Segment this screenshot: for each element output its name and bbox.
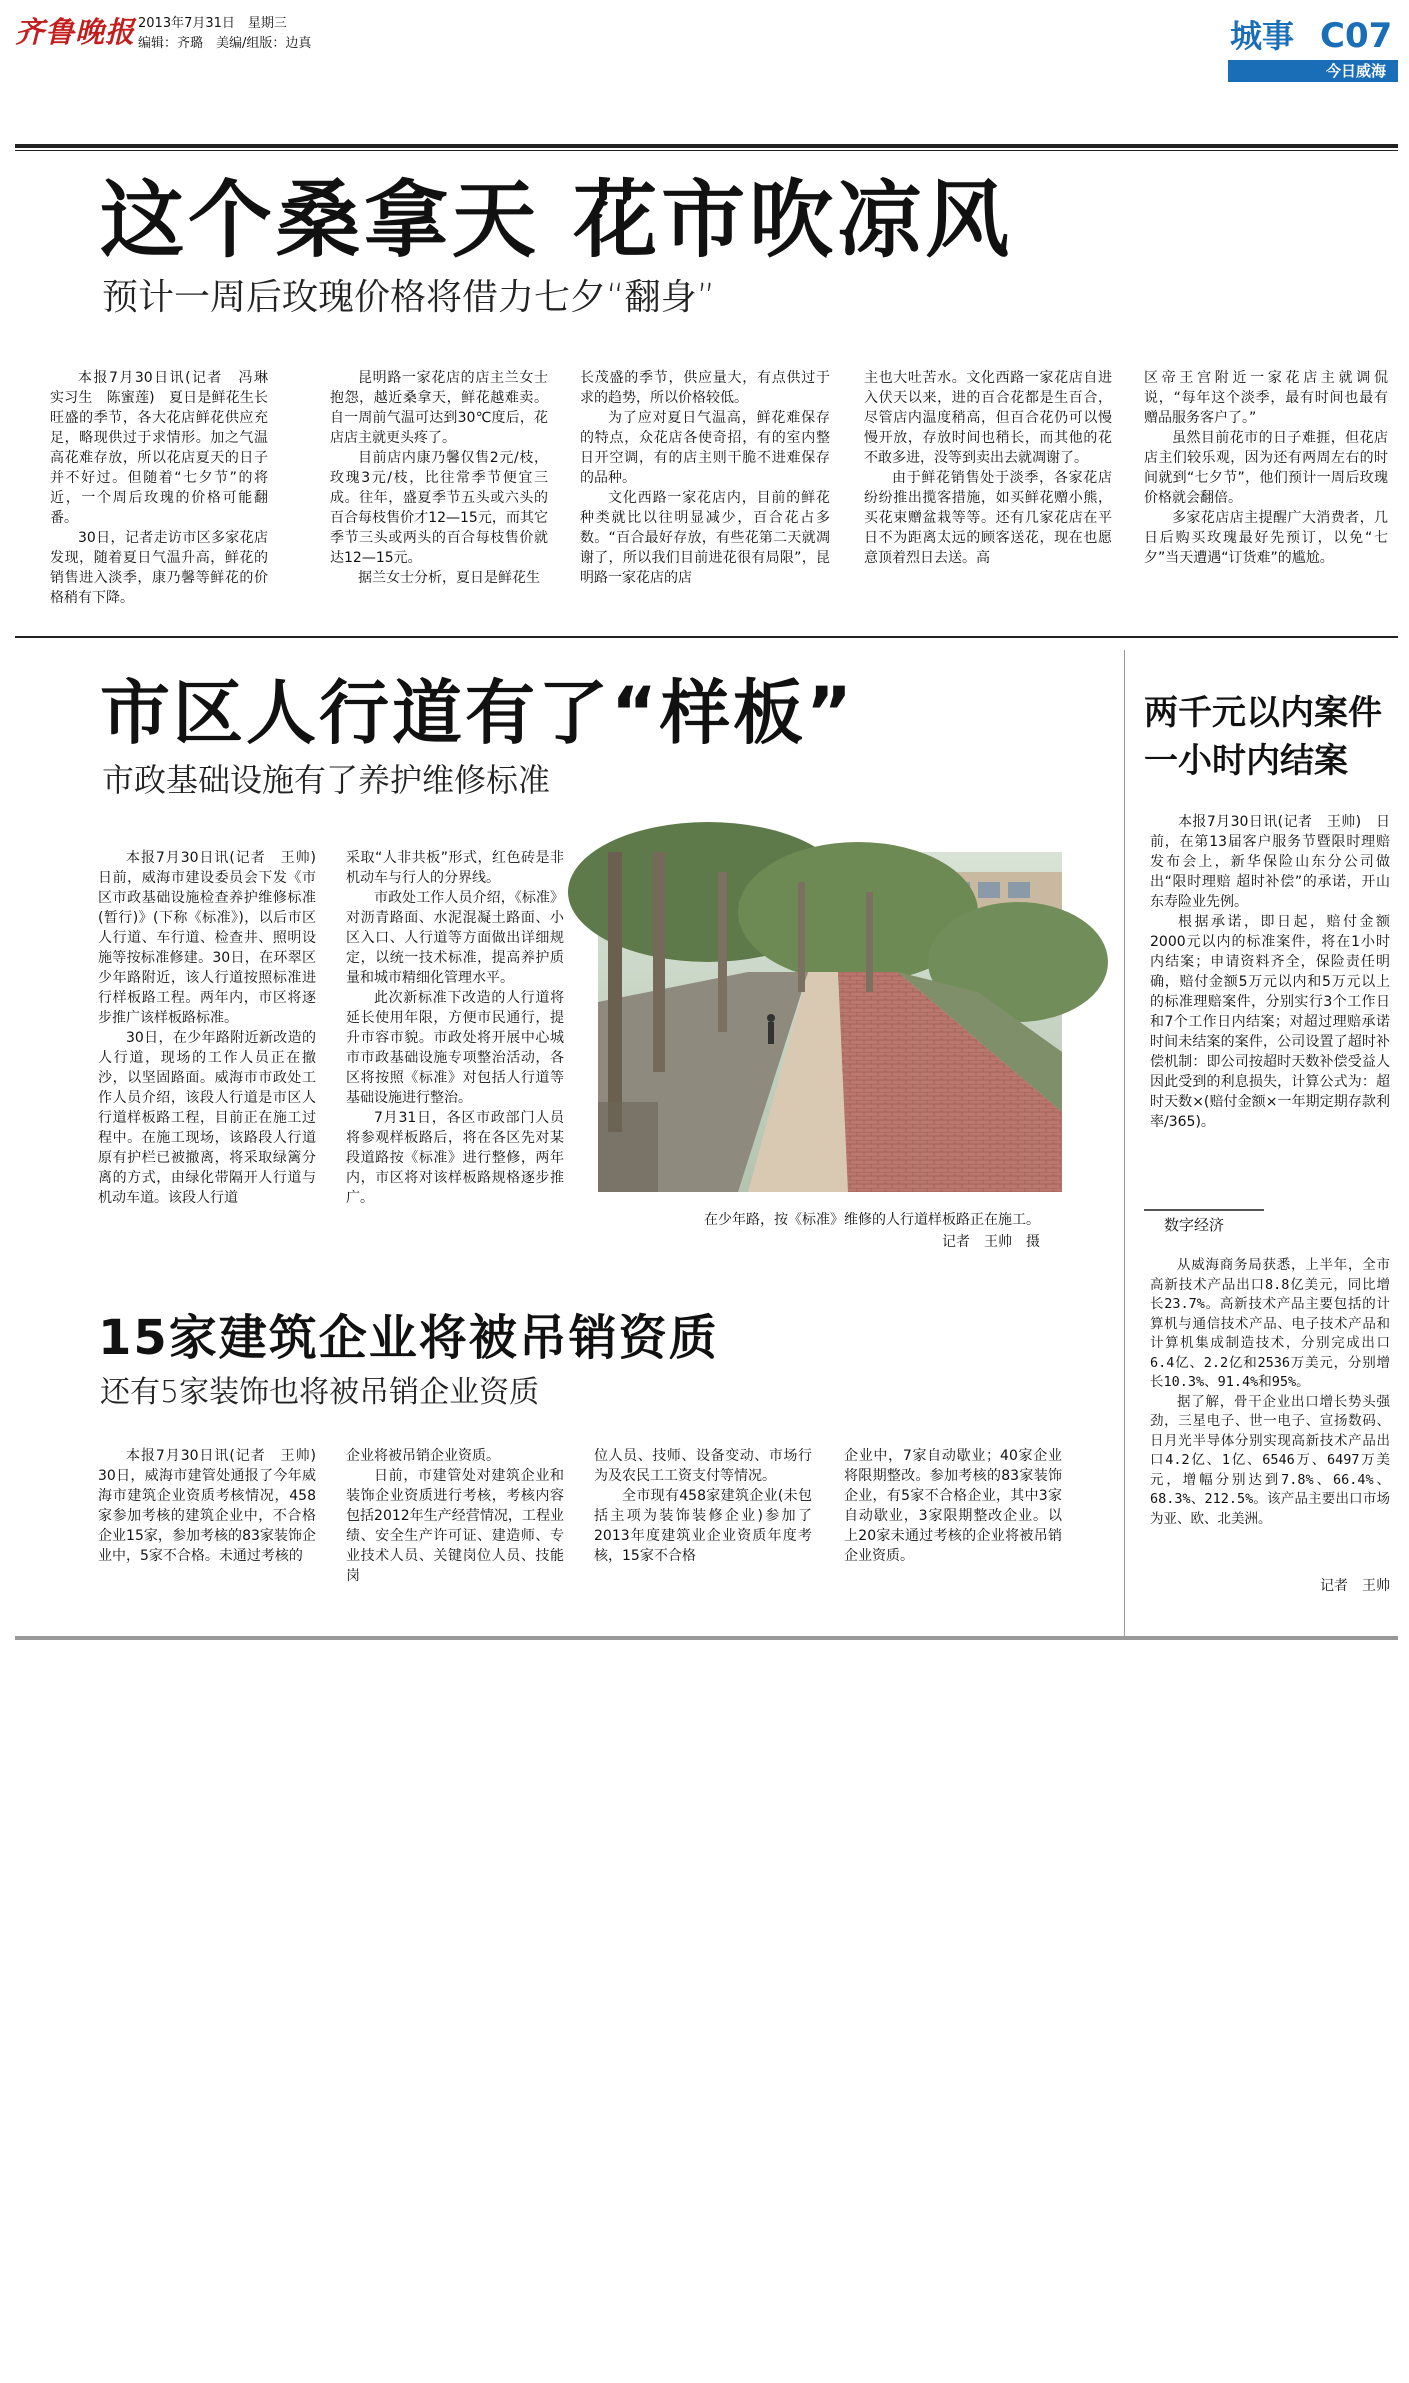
article1-column-1 [50,368,282,614]
paragraph: 为了应对夏日气温高，鲜花难保存的特点，众花店各使奇招，有的室内整日开空调，有的店主则干脆不进难保存的品种。 [580,410,830,486]
article4-column-3 [594,1446,812,1606]
paragraph: 7月31日，各区市政部门人员将参观样板路后，将在各区先对某段道路按《标准》进行整修，两年内，市区将对该样板路规格逐步推广。 [346,1110,564,1206]
paragraph: 采取“人非共板”形式，红色砖是非机动车与行人的分界线。 [346,850,564,886]
paragraph: 据兰女士分析，夏日是鲜花生 [358,570,540,586]
article4-column-1 [98,1446,330,1606]
paragraph: 市政处工作人员介绍，《标准》对沥青路面、水泥混凝土路面、小区入口、人行道等方面做出详细规定，以统一技术标准，提高养护质量和城市精细化管理水平。 [346,890,564,986]
paragraph: 由于鲜花销售处于淡季，各家花店纷纷推出揽客措施，如买鲜花赠小熊，买花束赠盆栽等等。还有几家花店在平日不为距离太远的顾客送花，现在也愿意顶着烈日去送。高 [864,470,1112,566]
paragraph: 根据承诺，即日起，赔付金额2000元以内的标准案件，将在1小时内结案；申请资料齐全，保险责任明确，赔付金额5万元以内和5万元以上的标准理赔案件，分别实行3个工作日和7个工作日内结案；对超过理赔承诺时间未结案的案件，公司设置了超时补偿机制：即公司按超时天数补偿受益人因此受到的利息损失，计算公式为：超时天数×(赔付金额×一年期定期存款利率/365)。 [1150,914,1390,1130]
paragraph: 主也大吐苦水。文化西路一家花店自进入伏天以来，进的百合花都是生百合，尽管店内温度稍高，但百合花仍可以慢慢开放，存放时间也稍长，而其他的花不敢多进，没等到卖出去就凋谢了。 [864,370,1112,466]
section-rule [15,636,1398,638]
paragraph: 企业中，7家自动歇业；40家企业将限期整改。参加考核的83家装饰企业，有5家不合格企业，其中3家自动歇业，3家限期整改企业。以上20家未通过考核的企业将被吊销企业资质。 [844,1448,1062,1564]
paragraph: 本报7月30日讯(记者 王帅) 日前，威海市建设委员会下发《市区市政基础设施检查养护维修标准(暂行)》(下称《标准》)，以后市区人行道、车行道、检查井、照明设施等按标准修建。30日，在环翠区少年路附近，该人行道按照标准进行样板路工程。两年内，市区将逐步推广该样板路标准。 [98,850,330,1026]
top-rule [15,144,1398,148]
article4-column-4 [844,1446,1062,1606]
editor-credit: 编辑：齐璐 美编/组版：边真 [138,36,312,51]
paragraph: 企业将被吊销企业资质。 [346,1448,500,1464]
article1-subhead: 预计一周后玫瑰价格将借力七夕“翻身” [102,277,716,318]
paragraph: 昆明路一家花店的店主兰女士抱怨，越近桑拿天，鲜花越难卖。自一周前气温可达到30℃度后，花店店主就更头疼了。 [330,370,548,446]
paragraph: 位人员、技师、设备变动、市场行为及农民工工资支付等情况。 [594,1448,812,1484]
newspaper-logo: 齐鲁晚报 [15,15,136,49]
article3-headline: 两千元以内案件 [1144,693,1382,733]
paragraph: 日前，市建管处对建筑企业和装饰企业资质进行考核，考核内容包括2012年生产经营情况，工程业绩、安全生产许可证、建造师、专业技术人员、关键岗位人员、技能岗 [346,1468,564,1584]
article4-headline: 15家建筑企业将被吊销资质 [98,1310,719,1366]
paragraph: 本报7月30日讯(记者 王帅) 30日，威海市建管处通报了今年威海市建筑企业资质考核情况，458家参加考核的建筑企业中，不合格企业15家，参加考核的83家装饰企业中，5家不合格。未通过考核的 [98,1448,330,1564]
photo-credit: 记者 王帅 摄 [942,1234,1040,1250]
paragraph: 30日，记者走访市区多家花店发现，随着夏日气温升高，鲜花的销售进入淡季，康乃馨等鲜花的价格稍有下降。 [50,530,268,606]
page-number: C07 [1320,16,1393,56]
paragraph: 此次新标准下改造的人行道将延长使用年限，方便市民通行，提升市容市貌。市政处将开展中心城市市政基础设施专项整治活动，各区将按照《标准》对包括人行道等基础设施进行整治。 [346,990,564,1106]
sidewalk-photo-image [598,852,1062,1192]
article1-column-5 [1144,368,1388,614]
article2-headline: 市区人行道有了“样板” [100,672,856,754]
bottom-rule [15,1636,1398,1640]
section-title: 城事 [1230,17,1295,55]
paragraph: 区帝王宫附近一家花店主就调侃说，“每年这个淡季，最有时间也最有赠品服务客户了。” [1144,370,1388,426]
article4-column-2 [346,1446,564,1606]
article2-subhead: 市政基础设施有了养护维修标准 [102,761,551,799]
article1-column-4 [864,368,1112,614]
article2-column-1 [98,848,330,1268]
digital-economy-author: 记者 王帅 [1320,1578,1390,1594]
article3-body [1150,812,1390,1172]
column-divider [1124,650,1125,1640]
paragraph: 目前店内康乃馨仅售2元/枝，玫瑰3元/枝，比往常季节便宜三成。往年，盛夏季节五头或六头的百合每枝售价才12—15元，而其它季节三头或两头的百合每枝售价就达12—15元。 [330,450,548,566]
paragraph: 据了解，骨干企业出口增长势头强劲，三星电子、世一电子、宣扬数码、日月光半导体分别实现高新技术产品出口4.2亿、1亿、6546万、6497万美元，增幅分别达到7.8%、66.4%、68.3%、212.5%。该产品主要出口市场为亚、欧、北美洲。 [1150,1393,1390,1527]
paragraph: 多家花店店主提醒广大消费者，几日后购买玫瑰最好先预订，以免“七夕”当天遭遇“订货难”的尴尬。 [1144,510,1388,566]
digital-economy-title: 数字经济 [1144,1209,1264,1237]
top-rule-thin [15,150,1398,151]
paragraph: 文化西路一家花店内，目前的鲜花种类就比以往明显减少，百合花占多数。“百合最好存放，有些花第二天就凋谢了，所以我们目前进花很有局限”，昆明路一家花店的店 [580,490,830,586]
paragraph: 虽然目前花市的日子难捱，但花店店主们较乐观，因为还有两周左右的时间就到“七夕节”，他们预计一周后玫瑰价格就会翻倍。 [1144,430,1388,506]
paragraph: 全市现有458家建筑企业(未包括主项为装饰装修企业)参加了2013年度建筑业企业资质年度考核，15家不合格 [594,1488,812,1564]
paragraph: 本报7月30日讯(记者 王帅) 日前，在第13届客户服务节暨限时理赔发布会上，新华保险山东分公司做出“限时理赔 超时补偿”的承诺，开山东寿险业先例。 [1150,814,1390,910]
article1-headline: 这个桑拿天 花市吹凉风 [100,171,1014,269]
article1-column-2 [330,368,548,614]
sub-section-label: 今日威海 [1228,60,1398,82]
sidewalk-photo [598,852,1062,1192]
photo-caption: 在少年路，按《标准》维修的人行道样板路正在施工。 [704,1212,1040,1228]
issue-date: 2013年7月31日 星期三 [138,16,287,31]
paragraph: 30日，在少年路附近新改造的人行道，现场的工作人员正在撤沙，以坚固路面。威海市市政处工作人员介绍，该段人行道是市区人行道样板路工程，目前正在施工过程中。在施工现场，该路段人行道原有护栏已被撤离，将采取绿篱分离的方式，由绿化带隔开人行道与机动车道。该段人行道 [98,1030,316,1206]
article3-headline-line2: 一小时内结案 [1144,741,1348,781]
article2-column-2 [346,848,564,1268]
article1-column-3 [580,368,830,614]
paragraph: 从威海商务局获悉，上半年，全市高新技术产品出口8.8亿美元，同比增长23.7%。高新技术产品主要包括的计算机与通信技术产品、电子技术产品和计算机集成制造技术，分别完成出口6.4亿、2.2亿和2536万美元，分别增长10.3%、91.4%和95%。 [1150,1257,1390,1390]
digital-economy-body [1150,1256,1390,1570]
paragraph: 本报7月30日讯(记者 冯琳 实习生 陈蜜莲) 夏日是鲜花生长旺盛的季节，各大花店鲜花供应充足，略现供过于求情形。加之气温高花难存放，所以花店夏天的日子并不好过。但随着“七夕节”的将近，一个周后玫瑰的价格可能翻番。 [50,370,282,526]
paragraph: 长茂盛的季节，供应量大，有点供过于求的趋势，所以价格较低。 [580,370,830,406]
article4-subhead: 还有5家装饰也将被吊销企业资质 [100,1375,540,1410]
